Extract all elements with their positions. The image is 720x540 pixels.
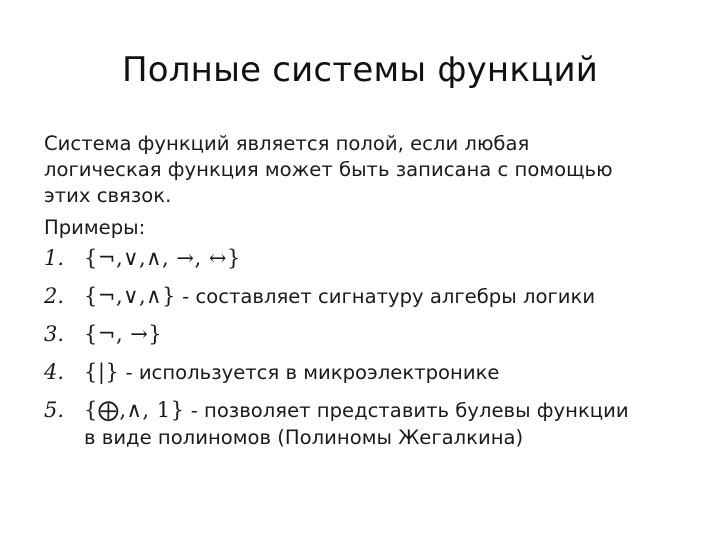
definition-line: Система функций является полой, если любая [44, 132, 530, 155]
example-description: - составляет сигнатуру алгебры логики [175, 285, 596, 308]
definition-line: этих связок. [44, 184, 172, 207]
example-number: 4. [44, 360, 65, 384]
example-item-1 [44, 244, 684, 273]
examples-label: Примеры: [44, 216, 146, 239]
example-formula: {¬, →} [84, 322, 163, 346]
definition-paragraph [44, 131, 684, 209]
example-number: 3. [44, 322, 65, 346]
example-number: 1. [44, 246, 65, 270]
example-content [84, 396, 684, 451]
example-formula: {|} [84, 360, 120, 384]
example-formula: {⨁,∧, 1} [84, 398, 185, 422]
example-number: 2. [44, 284, 65, 308]
example-continuation: в виде полиномов (Полиномы Жегалкина) [84, 426, 524, 449]
example-item-3 [44, 320, 684, 349]
example-content [84, 358, 684, 387]
example-content [84, 244, 684, 273]
example-formula: {¬,∨,∧, →, ↔} [84, 246, 241, 270]
slide-body [44, 131, 684, 460]
examples-list [44, 244, 684, 451]
example-description: - используется в микроэлектронике [119, 361, 500, 384]
example-description: - позволяет представить булевы функции [184, 399, 629, 422]
definition-line: логическая функция может быть записана с помощью [44, 158, 613, 181]
slide-title: Полные системы функций [121, 50, 599, 90]
example-item-5 [44, 396, 684, 451]
example-formula: {¬,∨,∧} [84, 284, 176, 308]
example-item-4 [44, 358, 684, 387]
example-content [84, 320, 684, 349]
example-number: 5. [44, 398, 65, 422]
example-item-2 [44, 282, 684, 311]
example-content [84, 282, 684, 311]
